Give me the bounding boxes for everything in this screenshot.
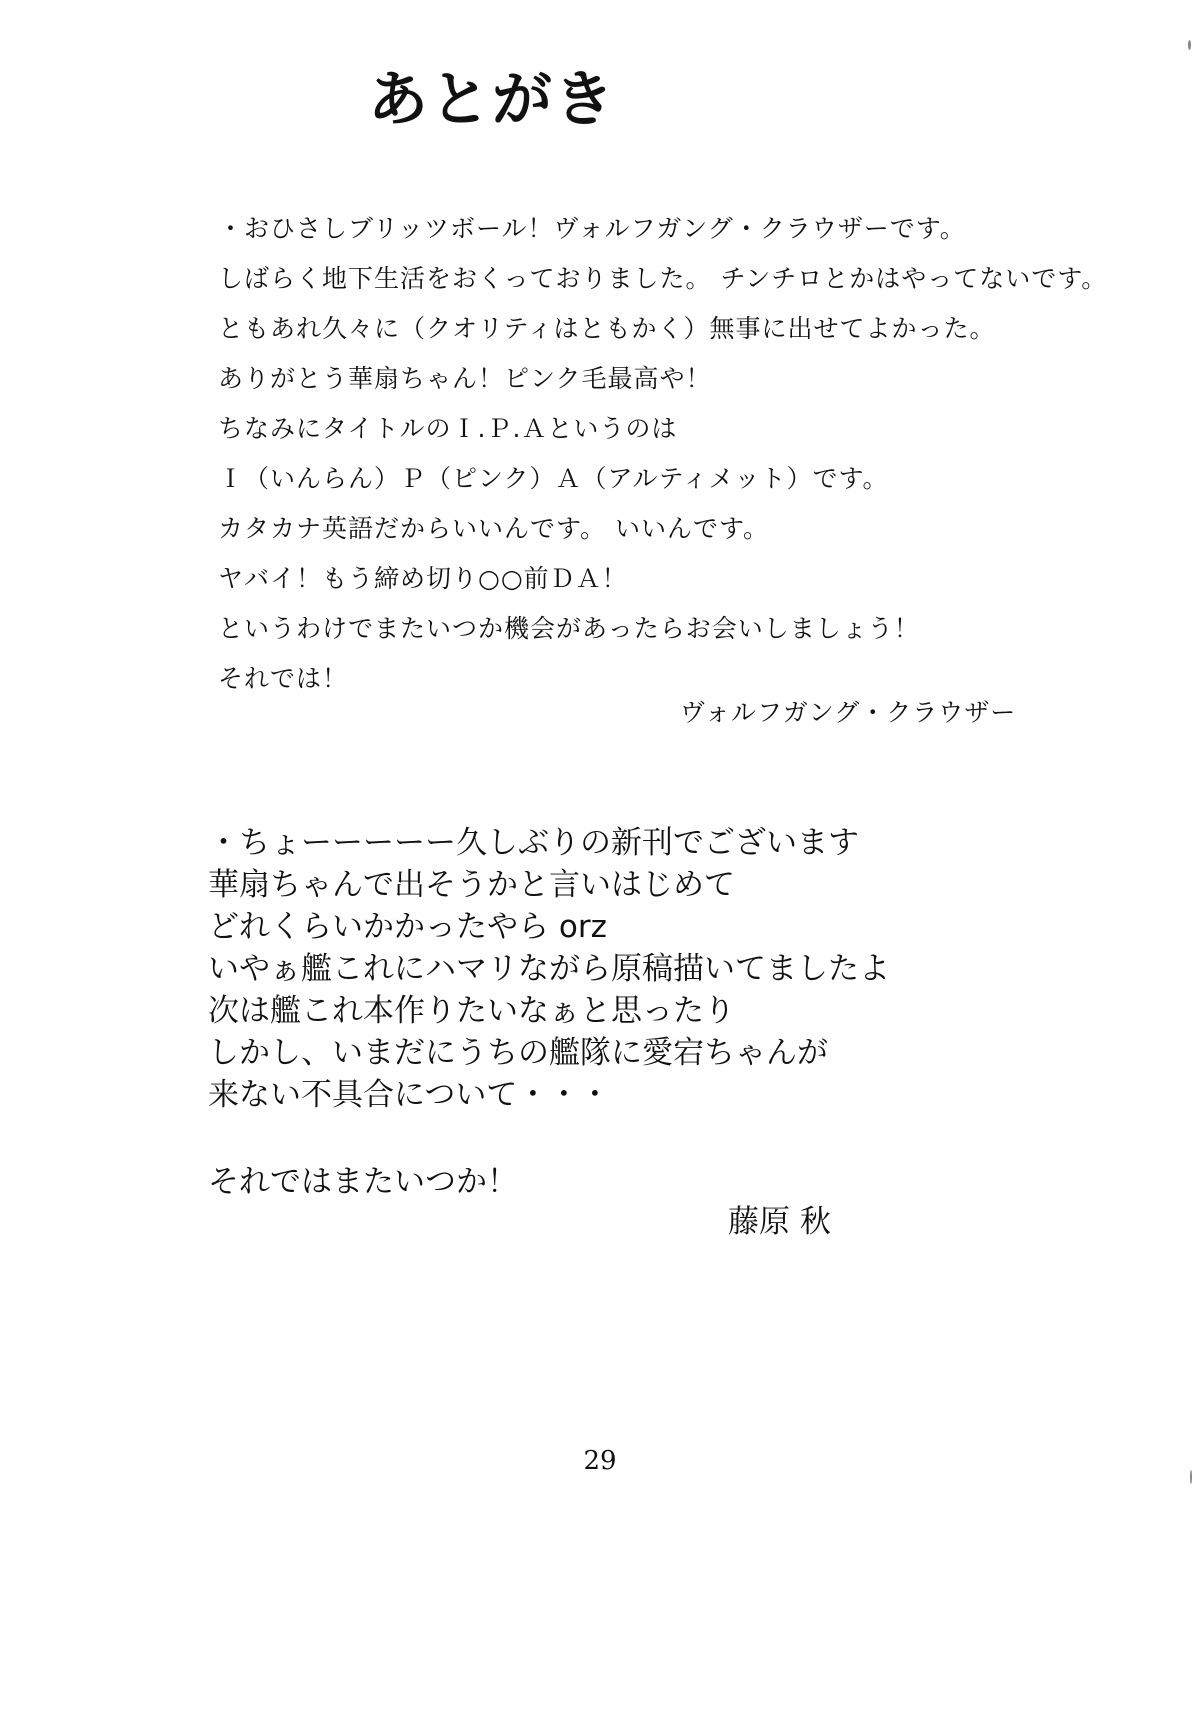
page-number: 29: [583, 1446, 617, 1476]
text-line: カタカナ英語だからいいんです。 いいんです。: [218, 514, 769, 543]
text-line: どれくらいかかったやら orz: [208, 909, 607, 945]
paragraph-gap: [208, 1116, 1108, 1161]
text-line: ヤバイ！もう締め切り○○前ＤＡ！: [218, 564, 628, 593]
scan-speck: [1188, 40, 1191, 50]
text-line: Ｉ（いんらん）Ｐ（ピンク）Ａ（アルティメット）です。: [218, 464, 889, 493]
text-line: いやぁ艦これにハマリながら原稿描いてましたよ: [208, 951, 890, 987]
closing-line: それではまたいつか！: [208, 1164, 518, 1200]
afterword-section-2: [208, 822, 1108, 1203]
scan-speck: [1190, 1470, 1192, 1484]
signature-1: ヴォルフガング・クラウザー: [680, 698, 1017, 727]
signature-2: 藤原 秋: [728, 1204, 831, 1240]
text-line: それでは！: [218, 664, 349, 693]
text-line: ・おひさしブリッツボール！ヴォルフガング・クラウザーです。: [218, 214, 966, 243]
text-line: しかし、いまだにうちの艦隊に愛宕ちゃんが: [208, 1035, 828, 1071]
afterword-section-1: [218, 204, 1118, 704]
text-line: 華扇ちゃんで出そうかと言いはじめて: [208, 867, 735, 903]
text-line: ・ちょーーーーー久しぶりの新刊でございます: [208, 825, 859, 861]
text-line: ともあれ久々に（クオリティはともかく）無事に出せてよかった。: [218, 314, 996, 343]
text-line: というわけでまたいつか機会があったらお会いしましょう！: [218, 614, 920, 643]
text-line: 次は艦これ本作りたいなぁと思ったり: [208, 993, 735, 1029]
page-title: あとがき: [368, 65, 616, 135]
text-line: ありがとう華扇ちゃん！ピンク毛最高や！: [218, 364, 712, 393]
text-line: 来ない不具合について・・・: [208, 1077, 611, 1113]
text-line: しばらく地下生活をおくっておりました。 チンチロとかはやってないです。: [218, 264, 1108, 293]
text-line: ちなみにタイトルのＩ.Ｐ.Ａというのは: [218, 414, 678, 443]
